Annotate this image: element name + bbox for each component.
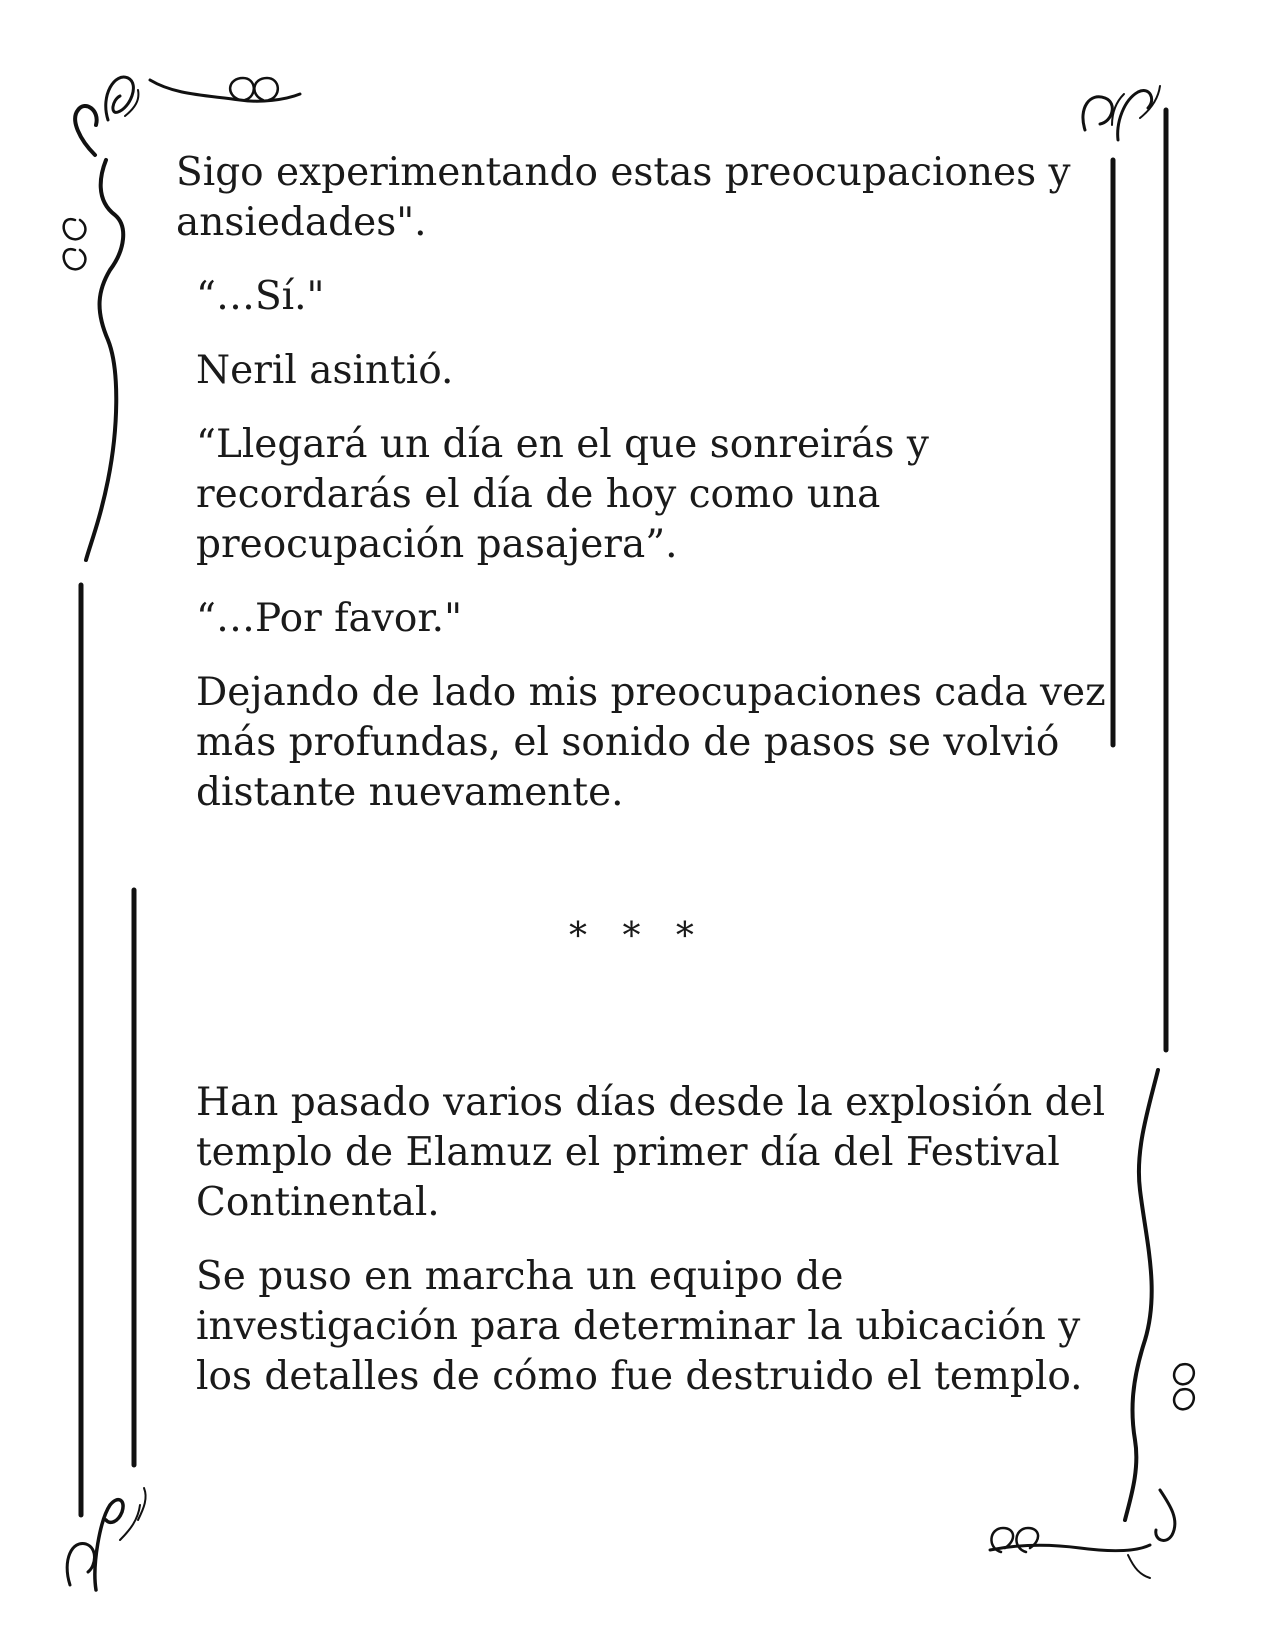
paragraph [176,594,1096,644]
paragraph [176,668,1106,818]
text-line: Continental. [196,1180,440,1225]
text-line: recordarás el día de hoy como una [196,472,881,517]
text-line: Dejando de lado mis preocupaciones cada vez [196,670,1106,715]
text-line: templo de Elamuz el primer día del Festival [196,1130,1060,1175]
text-line: distante nuevamente. [196,770,624,815]
text-line: Han pasado varios días desde la explosión del [196,1080,1106,1125]
text-line: “…Por favor." [196,596,463,641]
paragraph [176,148,1096,248]
text-line: Neril asintió. [196,348,454,393]
text-line: más profundas, el sonido de pasos se volvió [196,720,1060,765]
paragraph [176,420,1096,570]
text-line: investigación para determinar la ubicación y [196,1304,1081,1349]
text-line: ansiedades". [176,200,427,245]
body-text-top [176,148,1106,842]
paragraph [176,272,1096,322]
flourish-top-right-icon [1083,86,1160,140]
body-text-bottom [176,1078,1106,1426]
text-line: Se puso en marcha un equipo de [196,1254,844,1299]
paragraph [176,1078,1106,1228]
text-line: Sigo experimentando estas preocupaciones y [176,150,1071,195]
text-line: preocupación pasajera”. [196,522,678,567]
paragraph [176,1252,1096,1402]
scene-separator: * * * [569,916,706,957]
text-line: los detalles de cómo fue destruido el templo. [196,1354,1083,1399]
text-line: “…Sí." [196,274,325,319]
text-line: “Llegará un día en el que sonreirás y [196,422,929,467]
paragraph [176,346,1096,396]
